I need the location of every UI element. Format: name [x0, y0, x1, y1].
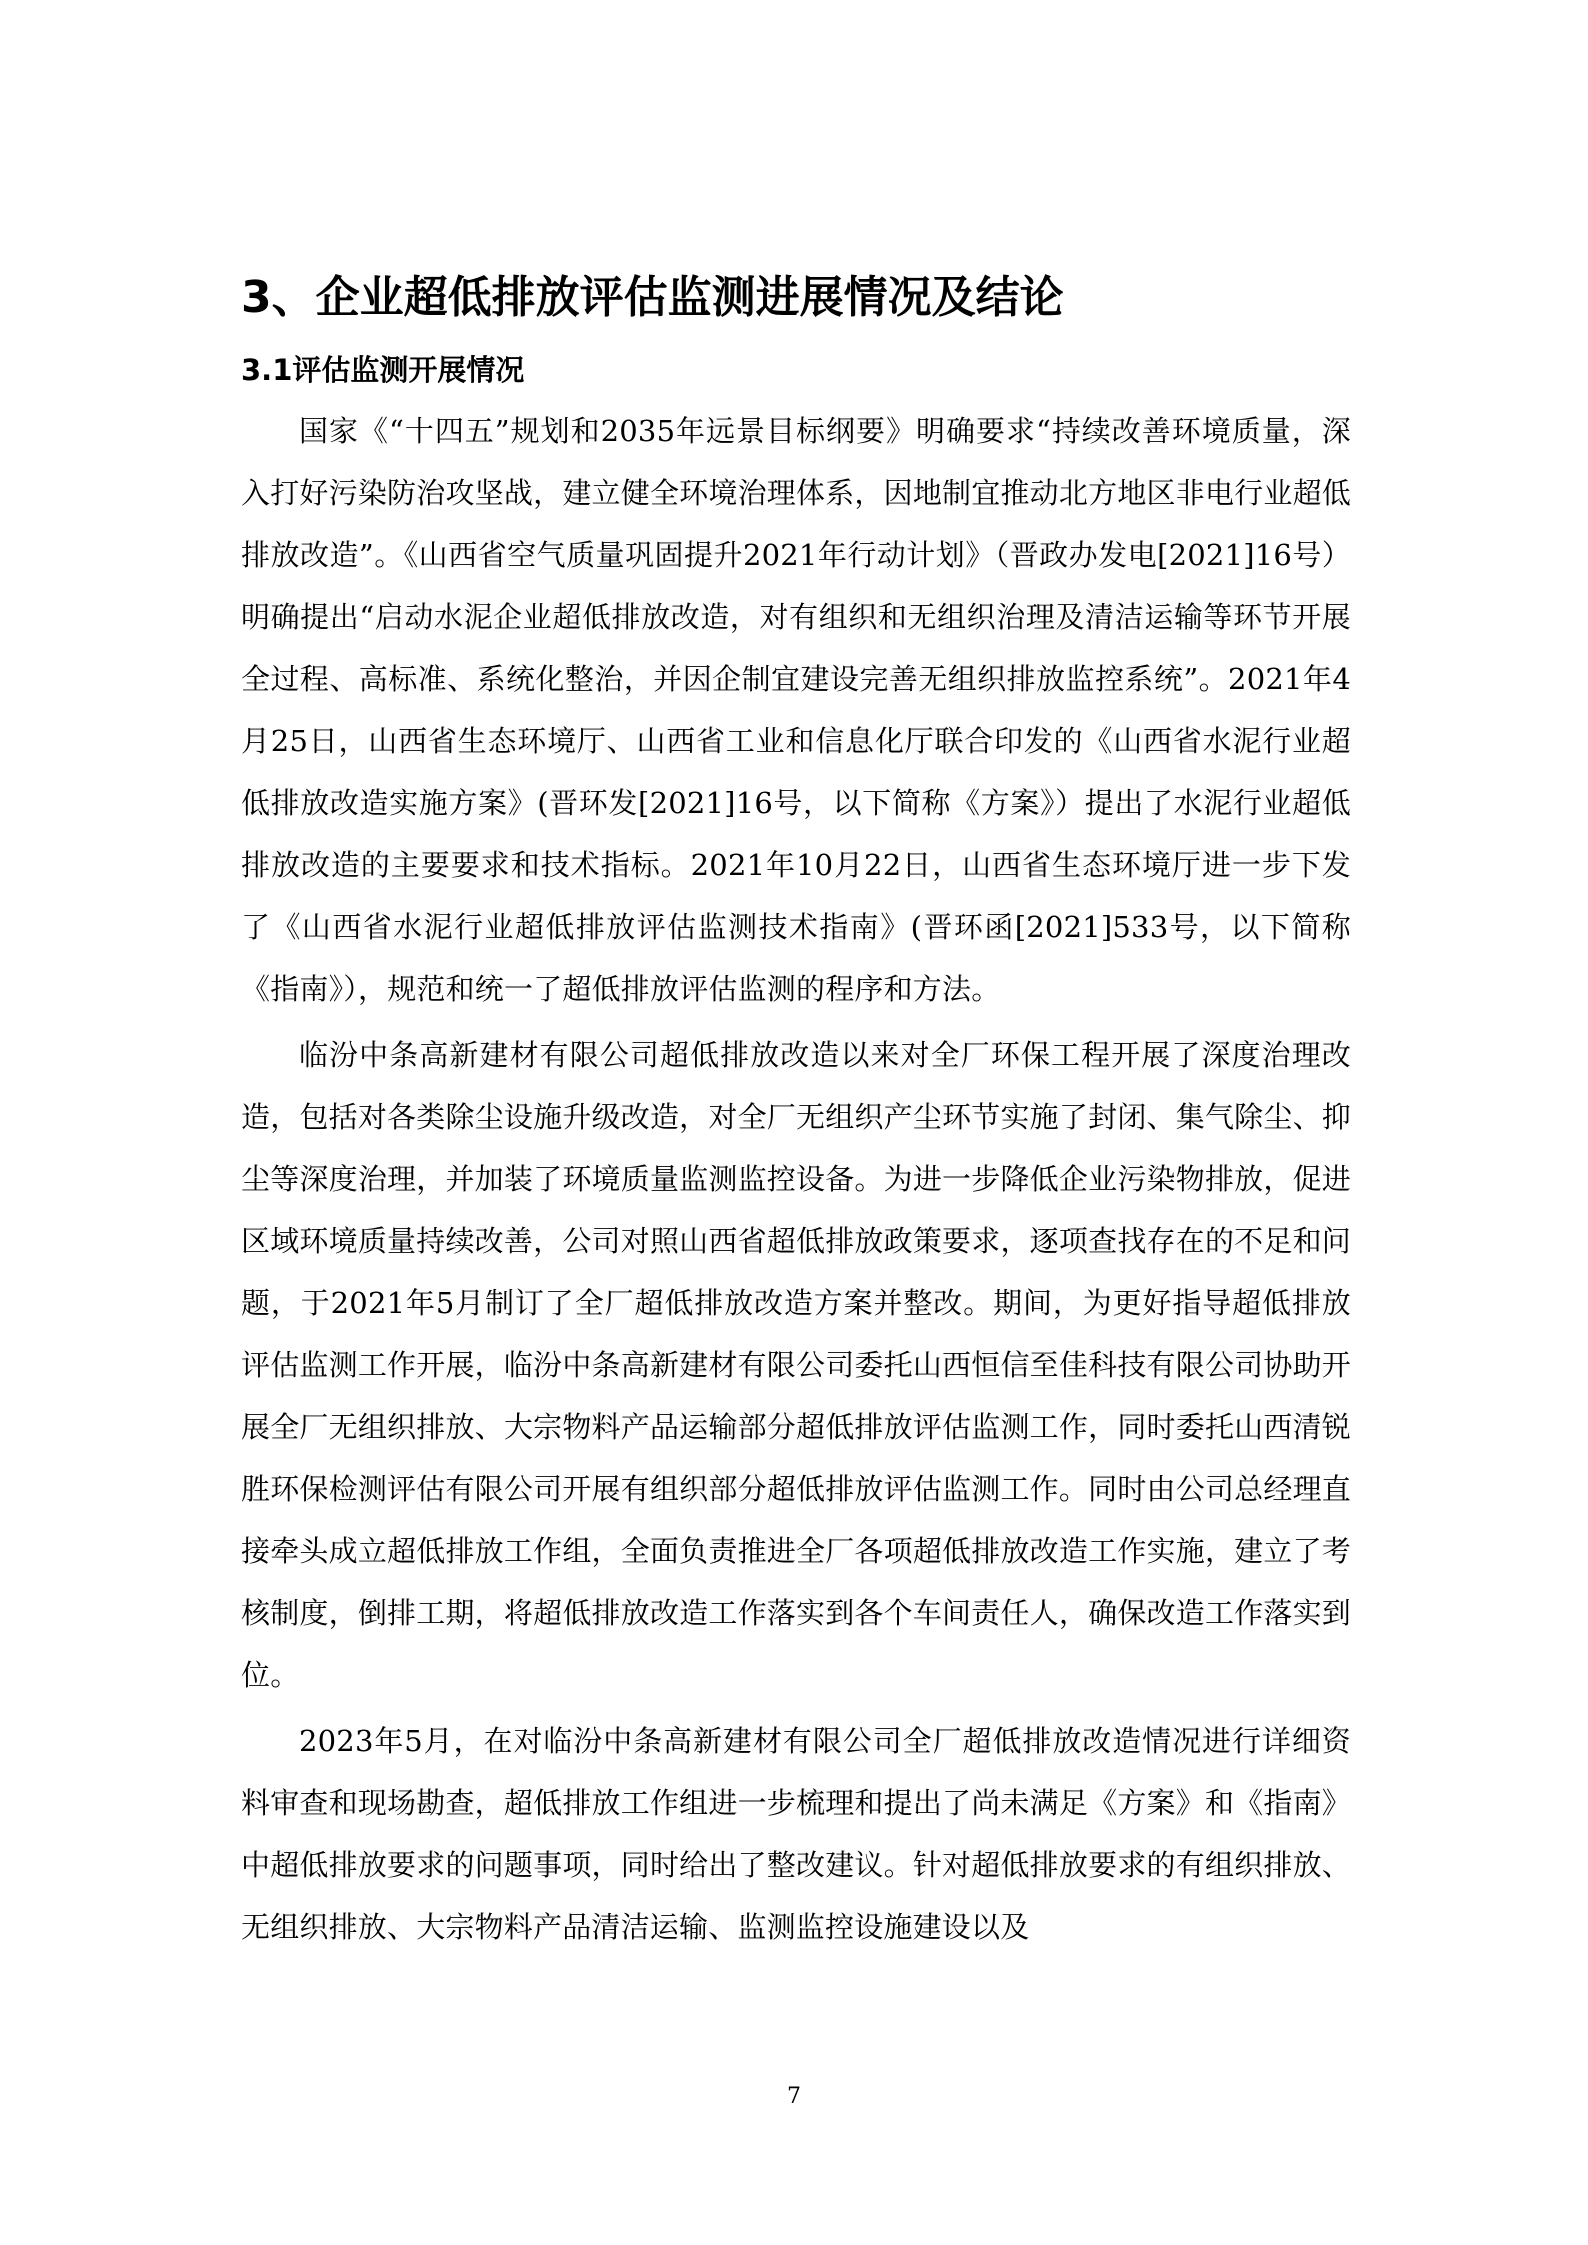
paragraph-company-renovation: 临汾中条高新建材有限公司超低排放改造以来对全厂环保工程开展了深度治理改造，包括对各类除尘设施升级改造，对全厂无组织产尘环节实施了封闭、集气除尘、抑尘等深度治理，并加装了环境质量监测监控设备。为进一步降低企业污染物排放，促进区域环境质量持续改善，公司对照山西省超低排放政策要求，逐项查找存在的不足和问题，于2021年5月制订了全厂超低排放改造方案并整改。期间，为更好指导超低排放评估监测工作开展，临汾中条高新建材有限公司委托山西恒信至佳科技有限公司协助开展全厂无组织排放、大宗物料产品运输部分超低排放评估监测工作，同时委托山西清锐胜环保检测评估有限公司开展有组织部分超低排放评估监测工作。同时由公司总经理直接牵头成立超低排放工作组，全面负责推进全厂各项超低排放改造工作实施，建立了考核制度，倒排工期，将超低排放改造工作落实到各个车间责任人，确保改造工作落实到位。 [241, 1038, 1351, 1692]
page-number: 7 [787, 2084, 801, 2109]
paragraph-review-2023: 2023年5月，在对临汾中条高新建材有限公司全厂超低排放改造情况进行详细资料审查和现场勘查，超低排放工作组进一步梳理和提出了尚未满足《方案》和《指南》中超低排放要求的问题事项，同时给出了整改建议。针对超低排放要求的有组织排放、无组织排放、大宗物料产品清洁运输、监测监控设施建设以及 [241, 1724, 1351, 1944]
subsection-heading: 3.1评估监测开展情况 [241, 353, 525, 387]
page-content [241, 262, 1351, 1958]
section-heading: 3、企业超低排放评估监测进展情况及结论 [241, 272, 1064, 323]
paragraph-policy-background: 国家《“十四五”规划和2035年远景目标纲要》明确要求“持续改善环境质量，深入打好污染防治攻坚战，建立健全环境治理体系，因地制宜推动北方地区非电行业超低排放改造”。《山西省空气质量巩固提升2021年行动计划》（晋政办发电[2021]16号）明确提出“启动水泥企业超低排放改造，对有组织和无组织治理及清洁运输等环节开展全过程、高标准、系统化整治，并因企制宜建设完善无组织排放监控系统”。2021年4月25日，山西省生态环境厅、山西省工业和信息化厅联合印发的《山西省水泥行业超低排放改造实施方案》(晋环发[2021]16号，以下简称《方案》）提出了水泥行业超低排放改造的主要要求和技术指标。2021年10月22日，山西省生态环境厅进一步下发了《山西省水泥行业超低排放评估监测技术指南》(晋环函[2021]533号，以下简称《指南》），规范和统一了超低排放评估监测的程序和方法。 [241, 414, 1351, 1006]
